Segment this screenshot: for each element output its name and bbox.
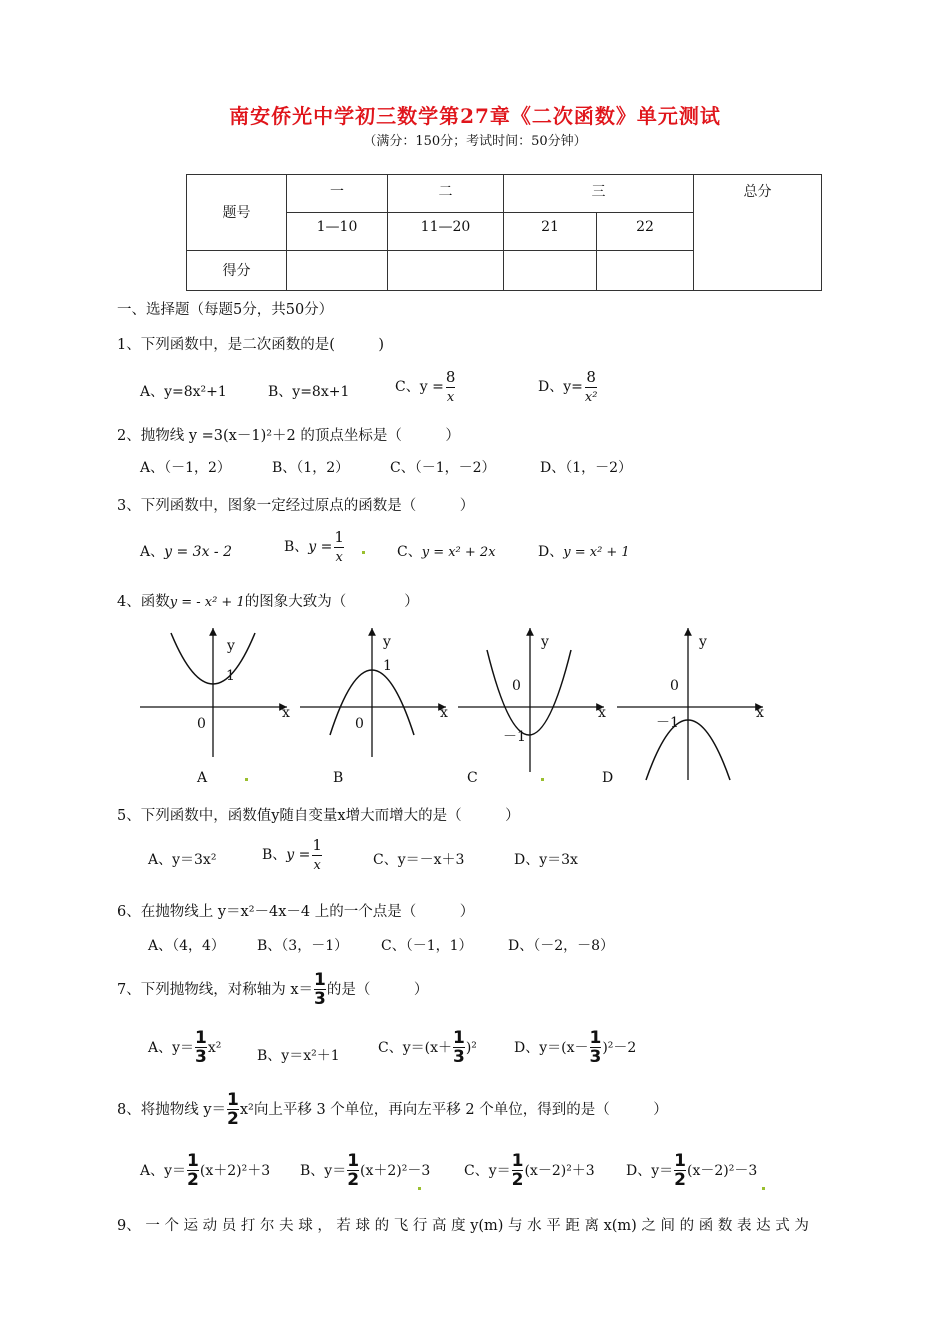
q8-option-c: C、y＝ $\frac{1}{2}$ (x－2)²＋3 <box>464 1151 595 1190</box>
score-field-2[interactable] <box>388 251 504 291</box>
q2-option-b: B、（1，2） <box>272 460 350 476</box>
q1-option-c: C、y = $\frac{8}{x}$ <box>395 368 456 405</box>
svg-text:x: x <box>440 705 448 721</box>
q3-option-a: A、y = 3x - 2 <box>140 544 233 560</box>
question-8: 8、将抛物线 y＝ $\frac{1}{2}$ x²向上平移 3 个单位，再向左平移 2 个单位，得到的是（ ） <box>117 1090 668 1129</box>
score-field-3[interactable] <box>504 251 597 291</box>
score-field-4[interactable] <box>597 251 694 291</box>
svg-text:y: y <box>541 634 549 650</box>
cell-range-1-10: 1—10 <box>287 213 388 251</box>
svg-text:－1: －1 <box>503 729 526 745</box>
graph-d-label: D <box>602 770 614 786</box>
cell-score-label: 得分 <box>187 251 287 291</box>
svg-text:0: 0 <box>355 716 364 732</box>
graph-c-label: C <box>467 770 478 786</box>
q1-option-d: D、y= $\frac{8}{\text{x²}}$ <box>538 368 598 405</box>
cell-total: 总分 <box>694 175 822 291</box>
q6-option-d: D、（－2，－8） <box>508 938 615 954</box>
q8-option-b: B、y＝ $\frac{1}{2}$ (x＋2)²－3 <box>300 1151 431 1190</box>
q1-option-b: B、y=8x+1 <box>268 384 350 400</box>
svg-text:y: y <box>383 634 391 650</box>
question-5: 5、下列函数中，函数值y随自变量x增大而增大的是（ ） <box>117 808 520 824</box>
curve-c <box>487 650 571 735</box>
q2-option-a: A、（－1，2） <box>140 460 231 476</box>
question-3: 3、下列函数中，图象一定经过原点的函数是（ ） <box>117 498 475 514</box>
q5-option-a: A、y＝3x² <box>148 852 217 868</box>
q8-option-a: A、y＝ $\frac{1}{2}$ (x＋2)²＋3 <box>140 1151 271 1190</box>
q7-option-c: C、y＝(x＋ $\frac{1}{3}$ )² <box>378 1028 477 1067</box>
cell-range-11-20: 11—20 <box>388 213 504 251</box>
svg-text:y: y <box>227 638 235 654</box>
q2-option-d: D、（1，－2） <box>540 460 633 476</box>
score-field-1[interactable] <box>287 251 388 291</box>
svg-text:1: 1 <box>383 658 392 674</box>
graph-a-label: A <box>197 770 208 786</box>
cell-part-1: 一 <box>287 175 388 213</box>
q7-option-d: D、y＝(x－ $\frac{1}{3}$ )²－2 <box>514 1028 637 1067</box>
svg-text:x: x <box>598 705 606 721</box>
svg-text:x: x <box>282 705 290 721</box>
svg-text:y: y <box>699 634 707 650</box>
q7-option-b: B、y＝x²＋1 <box>257 1048 340 1064</box>
question-6: 6、在抛物线上 y＝x²－4x－4 上的一个点是（ ） <box>117 904 475 920</box>
q8-option-d: D、y＝ $\frac{1}{2}$ (x－2)²－3 <box>626 1151 758 1190</box>
svg-text:1: 1 <box>226 668 235 684</box>
question-9: 9、 一 个 运 动 员 打 尔 夫 球 ， 若 球 的 飞 行 高 度 y(m) 与 水 平 距 离 x(m) 之 间 的 函 数 表 达 式 为 <box>117 1218 809 1234</box>
graph-b <box>300 628 448 786</box>
cell-part-3: 三 <box>504 175 694 213</box>
cell-question-number: 题号 <box>187 175 287 251</box>
page-subtitle: （满分：150分；考试时间：50分钟） <box>363 134 587 149</box>
svg-text:x: x <box>756 705 764 721</box>
q7-option-a: A、y＝ $\frac{1}{3}$ x² <box>148 1028 222 1067</box>
stray-mark <box>245 778 248 781</box>
q6-option-a: A、（4，4） <box>148 938 225 954</box>
svg-text:0: 0 <box>512 678 521 694</box>
page-title: 南安侨光中学初三数学第27章《二次函数》单元测试 <box>229 104 721 128</box>
stray-mark <box>418 1187 421 1190</box>
graph-b-label: B <box>333 770 344 786</box>
q5-option-c: C、y＝－x＋3 <box>373 852 465 868</box>
question-1: 1、下列函数中，是二次函数的是( ) <box>117 337 385 353</box>
graph-d <box>602 628 764 786</box>
q2-option-c: C、（－1，－2） <box>390 460 496 476</box>
q3-option-d: D、y = x² + 1 <box>538 544 630 560</box>
q4-graphs <box>0 620 950 795</box>
svg-text:－1: －1 <box>656 715 679 731</box>
question-2: 2、抛物线 y =3(x－1)²＋2 的顶点坐标是（ ） <box>117 428 460 444</box>
svg-text:0: 0 <box>670 678 679 694</box>
q1-option-a: A、y=8x²+1 <box>140 384 227 400</box>
q3-option-b: B、y = $\frac{1}{x}$ <box>284 528 344 565</box>
section-heading: 一、选择题（每题5分，共50分） <box>117 302 334 318</box>
stray-mark <box>362 551 365 554</box>
q5-option-b: B、y = $\frac{1}{x}$ <box>262 836 322 873</box>
question-7: 7、下列抛物线，对称轴为 x＝ $\frac{1}{3}$ 的是（ ） <box>117 970 429 1009</box>
q5-option-d: D、y＝3x <box>514 852 578 868</box>
q6-option-b: B、（3，－1） <box>257 938 349 954</box>
graph-c <box>458 628 606 786</box>
stray-mark <box>541 778 544 781</box>
graph-a <box>140 628 290 786</box>
cell-q22: 22 <box>597 213 694 251</box>
stray-mark <box>762 1187 765 1190</box>
q6-option-c: C、（－1，1） <box>381 938 473 954</box>
svg-text:0: 0 <box>197 716 206 732</box>
question-4: 4、函数y = - x² + 1的图象大致为（ ） <box>117 594 419 610</box>
score-table <box>186 174 822 291</box>
cell-part-2: 二 <box>388 175 504 213</box>
cell-q21: 21 <box>504 213 597 251</box>
q3-option-c: C、y = x² + 2x <box>397 544 496 560</box>
